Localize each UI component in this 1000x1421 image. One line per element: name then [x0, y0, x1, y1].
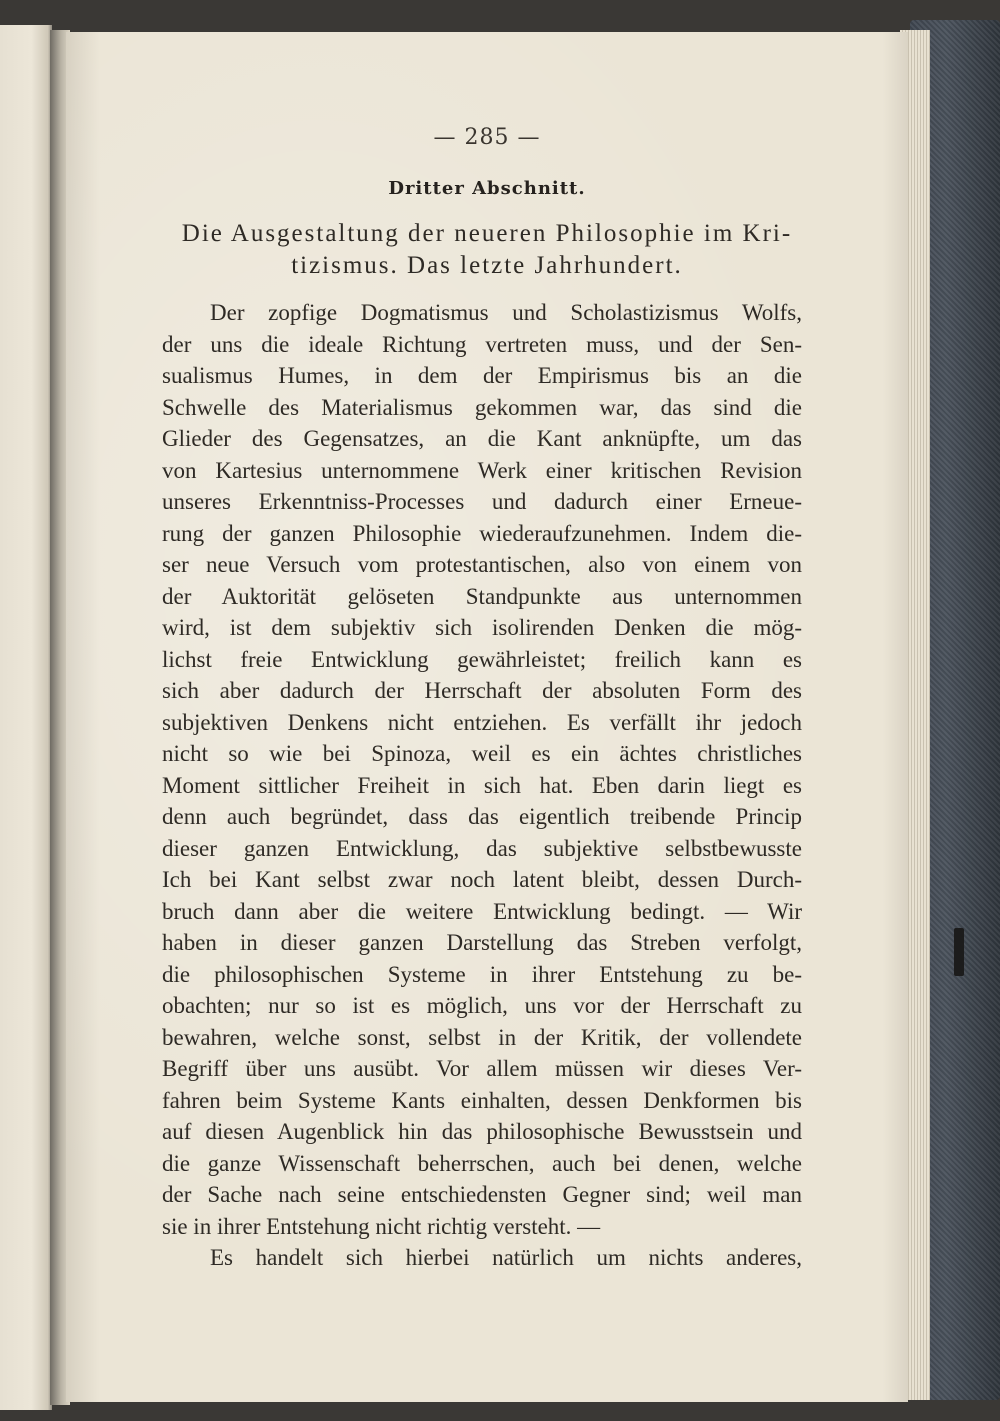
body-line: fahren beim Systeme Kants einhalten, dessen Denkformen bis — [162, 1087, 802, 1113]
body-line: unseres Erkenntniss-Processes und dadurch einer Erneue- — [162, 489, 802, 514]
body-line: dieser ganzen Entwicklung, das subjektive selbstbewusste — [162, 835, 802, 861]
body-line: Begriff über uns ausübt. Vor allem müssen wir dieses Ver- — [162, 1056, 802, 1081]
body-line: Schwelle des Materialismus gekommen war, das sind die — [162, 394, 802, 420]
body-line: wird, ist dem subjektiv sich isolirenden Denken die mög- — [162, 615, 802, 640]
body-line: der Auktorität gelöseten Standpunkte aus unternommen — [162, 583, 802, 609]
section-title-line: Die Ausgestaltung der neueren Philosophie im Kri- — [181, 220, 793, 247]
body-line: von Kartesius unternommene Werk einer kritischen Revision — [162, 457, 802, 483]
body-line: Ich bei Kant selbst zwar noch latent bleibt, dessen Durch- — [162, 867, 802, 892]
book-page — [66, 32, 908, 1402]
body-line: Glieder des Gegensatzes, an die Kant anknüpfte, um das — [162, 426, 802, 451]
body-line: sie in ihrer Entstehung nicht richtig versteht. — — [162, 1213, 601, 1239]
body-line: lichst freie Entwicklung gewährleistet; freilich kann es — [162, 646, 802, 672]
body-line: der Sache nach seine entschiedensten Gegner sind; weil man — [162, 1182, 802, 1207]
body-line: denn auch begründet, dass das eigentlich treibende Princip — [162, 804, 802, 829]
body-line: die ganze Wissenschaft beherrschen, auch bei denen, welche — [162, 1150, 802, 1176]
body-line: die philosophischen Systeme in ihrer Entstehung zu be- — [162, 961, 802, 987]
body-text — [162, 297, 802, 1274]
body-line: Der zopfige Dogmatismus und Scholastizismus Wolfs, — [210, 300, 802, 325]
body-line: sualismus Humes, in dem der Empirismus bis an die — [162, 363, 802, 388]
body-line: bruch dann aber die weitere Entwicklung bedingt. — Wir — [162, 898, 802, 924]
body-line: nicht so wie bei Spinoza, weil es ein ächtes christliches — [162, 741, 802, 766]
body-line: subjektiven Denkens nicht entziehen. Es verfällt ihr jedoch — [162, 709, 802, 735]
body-line: obachten; nur so ist es möglich, uns vor der Herrschaft zu — [162, 993, 802, 1018]
facing-page-edge — [0, 25, 52, 1410]
body-line: Es handelt sich hierbei natürlich um nichts anderes, — [210, 1245, 802, 1270]
section-title-line: tizismus. Das letzte Jahrhundert. — [291, 252, 683, 279]
section-title — [162, 218, 812, 282]
body-line: ser neue Versuch vom protestantischen, also von einem von — [162, 552, 802, 577]
section-heading: Dritter Abschnitt. — [388, 178, 586, 199]
body-line: haben in dieser ganzen Darstellung das Streben verfolgt, — [162, 930, 802, 955]
body-line: bewahren, welche sonst, selbst in der Kritik, der vollendete — [162, 1024, 802, 1050]
binding-clip — [954, 928, 964, 976]
body-line: der uns die ideale Richtung vertreten muss, und der Sen- — [162, 331, 802, 357]
body-line: auf diesen Augenblick hin das philosophische Bewusstsein und — [162, 1119, 802, 1144]
body-line: rung der ganzen Philosophie wiederaufzunehmen. Indem die- — [162, 520, 802, 546]
body-line: sich aber dadurch der Herrschaft der absoluten Form des — [162, 678, 802, 703]
body-line: Moment sittlicher Freiheit in sich hat. Eben darin liegt es — [162, 772, 802, 798]
page-number: — 285 — — [433, 125, 541, 150]
